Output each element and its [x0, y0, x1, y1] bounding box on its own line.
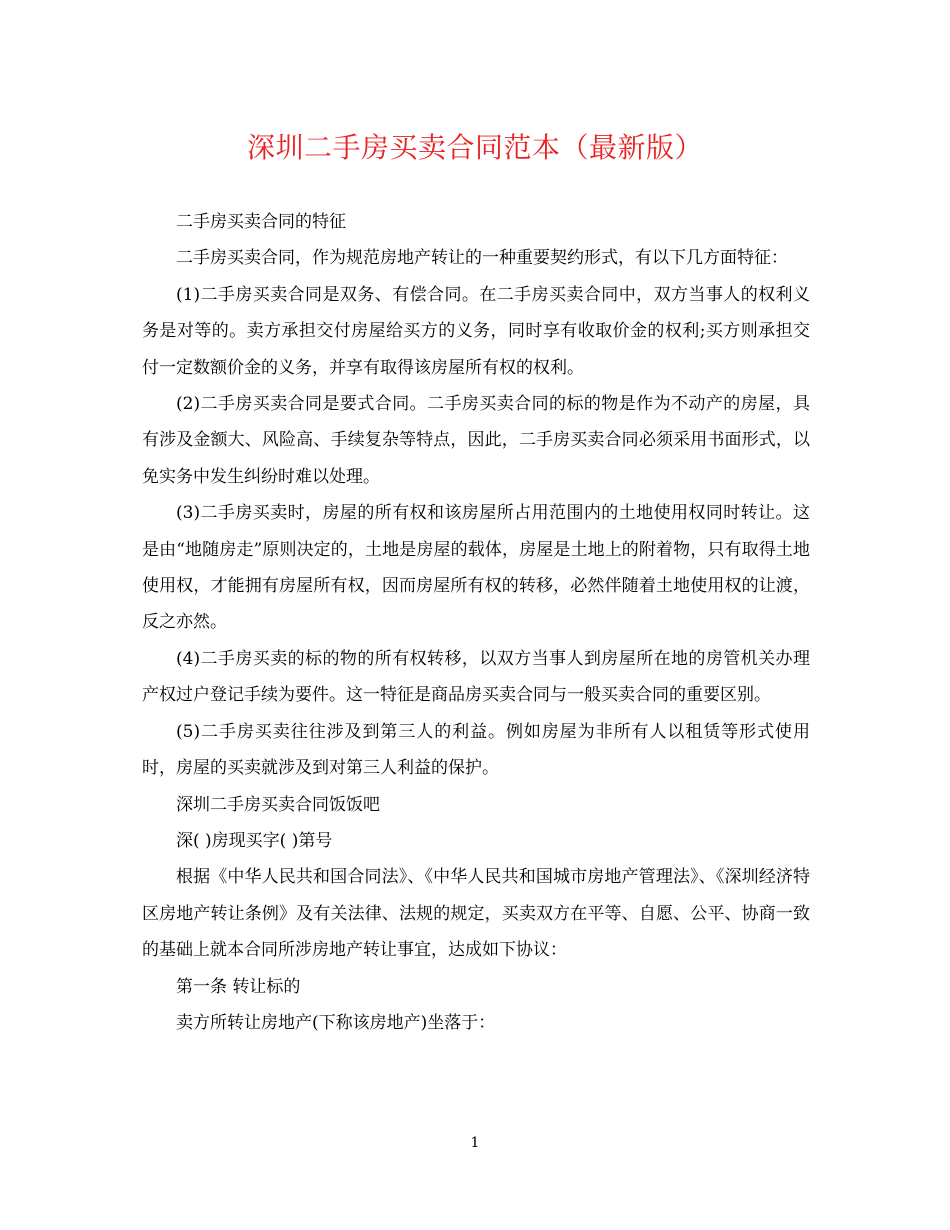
article-1-heading: 第一条 转让标的: [176, 976, 301, 997]
document-body: [142, 204, 810, 1041]
paragraph-feature-3: (3)二手房买卖时，房屋的所有权和该房屋所占用范围内的土地使用权同时转让。这是由“地随房走”原则决定的，土地是房屋的载体，房屋是土地上的附着物，只有取得土地使用权，才能拥有房屋所有权，因而房屋所有权的转移，必然伴随着土地使用权的让渡，反之亦然。: [142, 503, 810, 633]
paragraph-legal-basis: 根据《中华人民共和国合同法》、《中华人民共和国城市房地产管理法》、《深圳经济特区房地产转让条例》及有关法律、法规的规定，买卖双方在平等、自愿、公平、协商一致的基础上就本合同所涉房地产转让事宜，达成如下协议：: [142, 867, 810, 961]
contract-number: 深( )房现买字( )第号: [176, 830, 333, 851]
paragraph-feature-5: (5)二手房买卖往往涉及到第三人的利益。例如房屋为非所有人以租赁等形式使用时，房屋的买卖就涉及到对第三人利益的保护。: [142, 721, 810, 779]
document-title: 深圳二手房买卖合同范本（最新版）: [246, 131, 703, 164]
paragraph-feature-4: (4)二手房买卖的标的物的所有权转移，以双方当事人到房屋所在地的房管机关办理产权过户登记手续为要件。这一特征是商品房买卖合同与一般买卖合同的重要区别。: [142, 648, 810, 706]
paragraph-intro: 二手房买卖合同，作为规范房地产转让的一种重要契约形式，有以下几方面特征：: [176, 248, 788, 269]
paragraph-property-location: 卖方所转让房地产(下称该房地产)坐落于：: [176, 1012, 496, 1033]
contract-heading: 深圳二手房买卖合同饭饭吧: [176, 794, 380, 815]
page-number: 1: [470, 1135, 480, 1151]
section-heading-features: 二手房买卖合同的特征: [176, 212, 346, 232]
paragraph-feature-2: (2)二手房买卖合同是要式合同。二手房买卖合同的标的物是作为不动产的房屋，具有涉及金额大、风险高、手续复杂等特点，因此，二手房买卖合同必须采用书面形式，以免实务中发生纠纷时难以处理。: [142, 394, 810, 487]
paragraph-feature-1: (1)二手房买卖合同是双务、有偿合同。在二手房买卖合同中，双方当事人的权利义务是对等的。卖方承担交付房屋给买方的义务，同时享有收取价金的权利;买方则承担交付一定数额价金的义务，并享有取得该房屋所有权的权利。: [142, 284, 810, 378]
